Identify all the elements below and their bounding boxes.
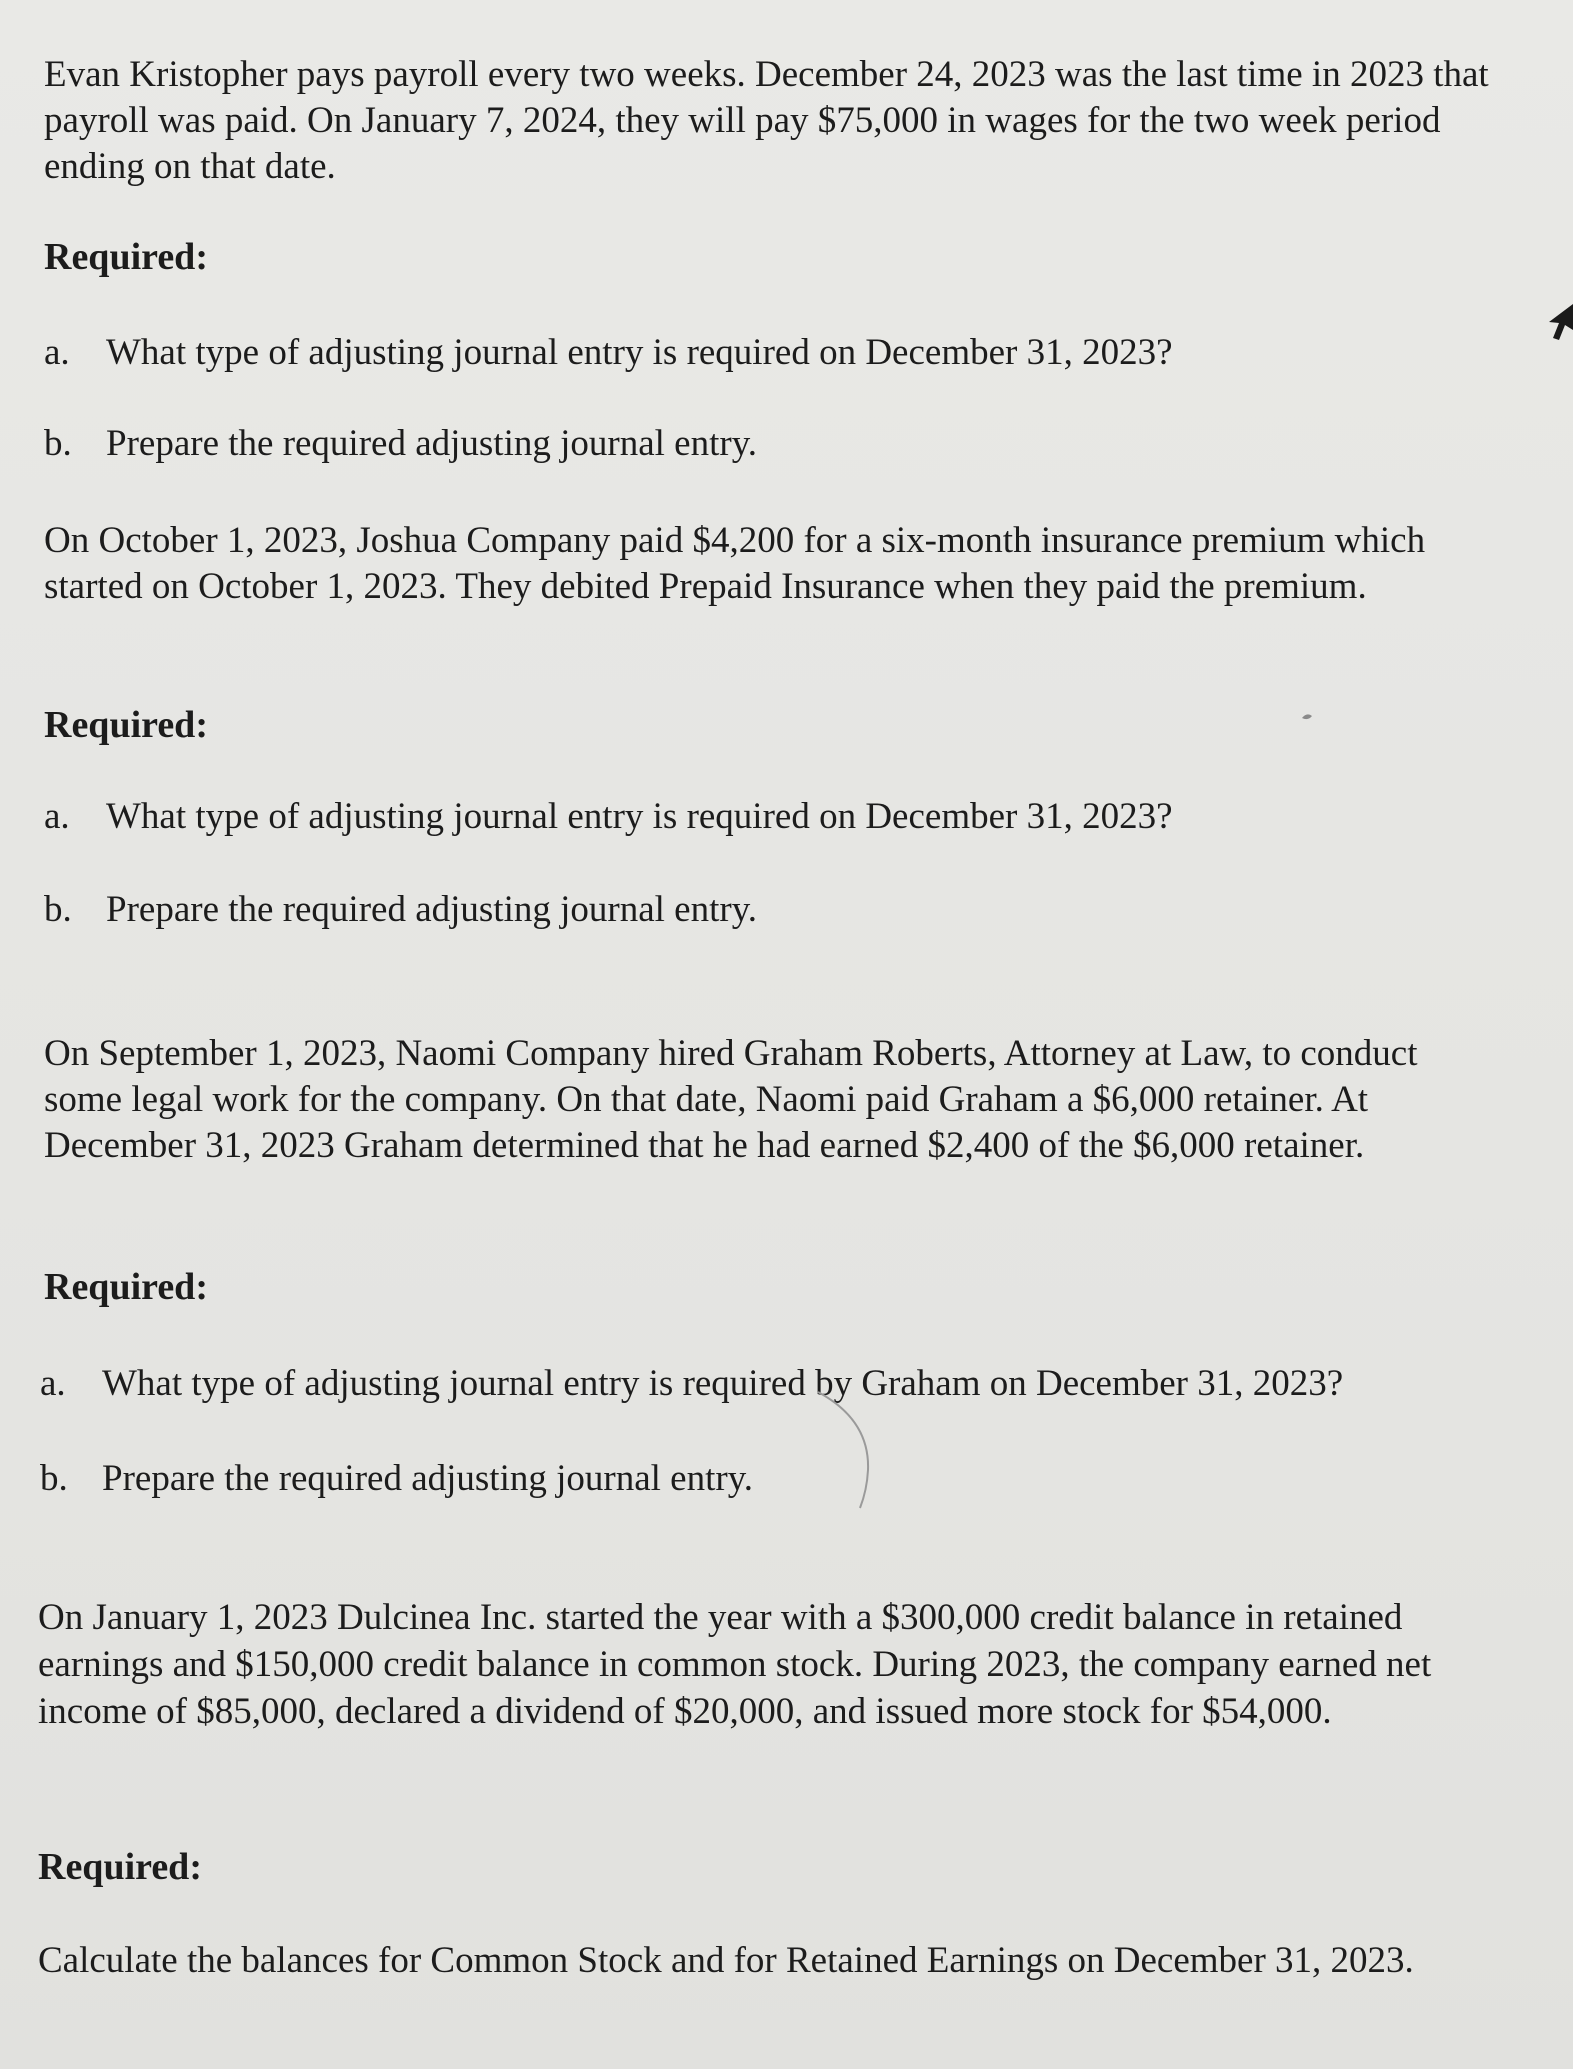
problem-2-required-heading: Required:: [44, 704, 208, 746]
item-text: Prepare the required adjusting journal entry.: [106, 423, 758, 464]
item-text: Prepare the required adjusting journal entry.: [106, 889, 758, 930]
problem-3-item-b: [40, 1457, 753, 1500]
item-marker: b.: [44, 889, 72, 930]
item-marker: a.: [40, 1363, 66, 1404]
problem-3-required-heading: Required:: [44, 1266, 208, 1308]
item-text: What type of adjusting journal entry is required on December 31, 2023?: [106, 332, 1173, 373]
item-marker: b.: [44, 423, 72, 464]
mouse-cursor-icon: [1543, 300, 1573, 340]
problem-1-item-a: [44, 331, 1173, 374]
problem-3-item-a: [40, 1362, 1343, 1405]
ink-smudge-icon: [1300, 712, 1314, 722]
problem-1-required-heading: Required:: [44, 236, 208, 278]
problem-2-item-b: [44, 888, 757, 931]
problem-4-instruction: Calculate the balances for Common Stock and for Retained Earnings on December 31, 2023.: [38, 1940, 1414, 1981]
item-text: What type of adjusting journal entry is required on December 31, 2023?: [106, 796, 1173, 837]
item-marker: b.: [40, 1458, 68, 1499]
problem-3-scenario: On September 1, 2023, Naomi Company hired Graham Roberts, Attorney at Law, to conduct some legal work for the company. On that date, Naomi paid Graham a $6,000 retainer. At December 31, 2023 Graham determined that he had earned $2,400 of the $6,000 retainer.: [44, 1033, 1418, 1166]
problem-2-scenario: On October 1, 2023, Joshua Company paid $4,200 for a six-month insurance premium which started on October 1, 2023. They debited Prepaid Insurance when they paid the premium.: [44, 520, 1426, 607]
problem-4-scenario: On January 1, 2023 Dulcinea Inc. started the year with a $300,000 credit balance in retained earnings and $150,000 credit balance in common stock. During 2023, the company earned net income of $85,000, declared a dividend of $20,000, and issued more stock for $54,000.: [38, 1597, 1432, 1732]
item-text: What type of adjusting journal entry is required by Graham on December 31, 2023?: [102, 1363, 1344, 1404]
item-marker: a.: [44, 796, 70, 837]
item-marker: a.: [44, 332, 70, 373]
problem-2-item-a: [44, 795, 1173, 838]
problem-1-scenario: Evan Kristopher pays payroll every two weeks. December 24, 2023 was the last time in 2023 that payroll was paid. On January 7, 2024, they will pay $75,000 in wages for the two week period ending on that date.: [44, 54, 1489, 187]
item-text: Prepare the required adjusting journal entry.: [102, 1458, 754, 1499]
pen-stroke-mark: [810, 1390, 890, 1510]
problem-4-required-heading: Required:: [38, 1846, 202, 1888]
problem-1-item-b: [44, 422, 757, 465]
